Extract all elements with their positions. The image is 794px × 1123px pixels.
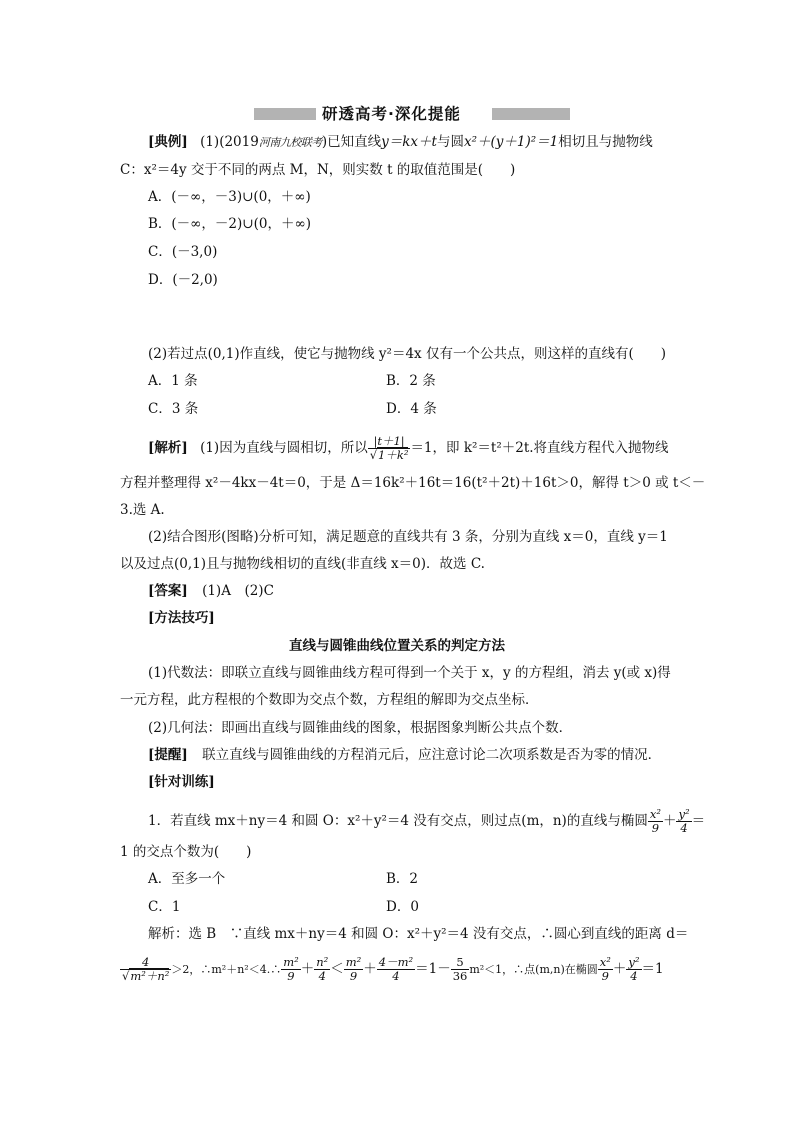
method-item1-line1: (1)代数法：即联立直线与圆锥曲线方程可得到一个关于 x，y 的方程组，消去 y(或 x)得 — [148, 665, 671, 681]
method-tag: [方法技巧] — [148, 610, 215, 626]
section-title: 研透高考·深化提能 — [322, 105, 461, 123]
fraction: $\frac{5}{36}$ — [452, 954, 468, 983]
fraction: $\frac{\text{x²}}{9}$ — [649, 806, 661, 835]
example-q1-option-c: C．(－3,0) — [148, 244, 218, 260]
section-header — [254, 103, 570, 125]
example-q2-option-a: A．1 条 — [148, 373, 198, 389]
header-left-bar — [254, 108, 316, 120]
analysis-line2: 方程并整理得 x²－4kx－4t＝0，于是 Δ＝16k²＋16t＝16(t²＋2t)＋16t＞0，解得 t＞0 或 t＜－ — [120, 475, 706, 491]
analysis-line1: [解析] (1)因为直线与圆相切，所以 $\frac{|t+1|}{\text{√1＋k²}}$ ＝1，即 k²＝t²＋2t.将直线方程代入抛物线 — [148, 433, 669, 462]
analysis-tag: [解析] — [148, 440, 188, 456]
answer-text: (1)A (2)C — [202, 583, 274, 599]
fraction: $\frac{\text{4－m²}}{4}$ — [378, 954, 414, 983]
fraction: $\frac{\text{m²}}{9}$ — [283, 954, 299, 983]
fraction: $\frac{\text{n²}}{4}$ — [316, 954, 329, 983]
training-tag: [针对训练] — [148, 774, 215, 790]
header-right-bar — [492, 108, 570, 120]
training-option-c: C．1 — [148, 899, 181, 915]
tip-tag: [提醒] — [148, 747, 188, 763]
training-q1-line1: 1．若直线 mx＋ny＝4 和圆 O：x²＋y²＝4 没有交点，则过点(m，n)的直线与椭圆 $\frac{\text{x²}}{9}$ ＋ $\frac{\text{y²}}{4}$ ＝ — [148, 806, 706, 835]
fraction: $\frac{\text{y²}}{4}$ — [678, 806, 690, 835]
example-q1-option-b: B．(－∞，－2)∪(0，＋∞) — [148, 216, 311, 232]
answer-tag: [答案] — [148, 583, 188, 599]
fraction: $\frac{|t+1|}{\text{√1＋k²}}$ — [369, 433, 409, 462]
example-q1-option-d: D．(－2,0) — [148, 272, 218, 288]
method-item1-line2: 一元方程，此方程根的个数即为交点个数，方程组的解即为交点坐标． — [120, 692, 539, 708]
example-q2-option-c: C．3 条 — [148, 401, 199, 417]
fraction: $\frac{\text{x²}}{9}$ — [599, 954, 611, 983]
analysis-line3: 3.选 A. — [120, 502, 165, 518]
method-item2: (2)几何法：即画出直线与圆锥曲线的图象，根据图象判断公共点个数． — [148, 720, 573, 736]
training-q1-line2: 1 的交点个数为( ) — [120, 844, 252, 860]
analysis-p2-line1: (2)结合图形(图略)分析可知，满足题意的直线共有 3 条，分别为直线 x＝0，直线 y＝1 — [148, 529, 668, 545]
method-heading: 直线与圆锥曲线位置关系的判定方法 — [289, 638, 505, 654]
training-solution-line2: $\frac{4}{\text{√m²＋n²}}$ ＞2，∴m²＋n²＜4.∴ $\frac{\text{m²}}{9}$ ＋ $\frac{\text{n²}}{4}$ ＜ $\frac{\text{m²}}{9}$ ＋ $\frac{\text{4－m²}}{4}$ ＝1－ $\frac{5}{36}$ m²＜1，∴点(m,n)在椭圆 $\frac{\text{x²}}{9}$ ＋ $\frac{\text{y²}}{4}$ ＝1 — [122, 954, 664, 983]
fraction: $\frac{\text{y²}}{4}$ — [628, 954, 640, 983]
example-q2-option-b: B．2 条 — [386, 373, 436, 389]
method-tip: [提醒] 联立直线与圆锥曲线的方程消元后，应注意讨论二次项系数是否为零的情况． — [148, 747, 662, 763]
example-q2-option-d: D．4 条 — [386, 401, 437, 417]
example-q1-line1: [典例] (1)(2019河南九校联考)已知直线y＝kx＋t与圆x²＋(y＋1)²＝1相切且与抛物线 — [148, 134, 653, 150]
example-q1-option-a: A．(－∞，－3)∪(0，＋∞) — [148, 189, 311, 205]
fraction: $\frac{\text{m²}}{9}$ — [345, 954, 362, 983]
example-tag: [典例] — [148, 134, 188, 150]
training-solution-line1: 解析：选 B ∵直线 mx＋ny＝4 和圆 O：x²＋y²＝4 没有交点，∴圆心到直线的距离 d＝ — [148, 926, 689, 942]
source-note: 河南九校联考 — [258, 136, 322, 149]
training-option-d: D．0 — [386, 899, 419, 915]
training-option-a: A．至多一个 — [148, 871, 226, 887]
fraction: $\frac{4}{\text{√m²＋n²}}$ — [122, 954, 170, 983]
answer-line — [148, 582, 274, 600]
training-option-b: B．2 — [386, 871, 419, 887]
example-q1-line2: C：x²＝4y 交于不同的两点 M，N，则实数 t 的取值范围是( ) — [120, 162, 516, 178]
example-q2-text: (2)若过点(0,1)作直线，使它与抛物线 y²＝4x 仅有一个公共点，则这样的直线有( ) — [148, 346, 666, 362]
analysis-p2-line2: 以及过点(0,1)且与抛物线相切的直线(非直线 x＝0)．故选 C. — [120, 556, 485, 572]
